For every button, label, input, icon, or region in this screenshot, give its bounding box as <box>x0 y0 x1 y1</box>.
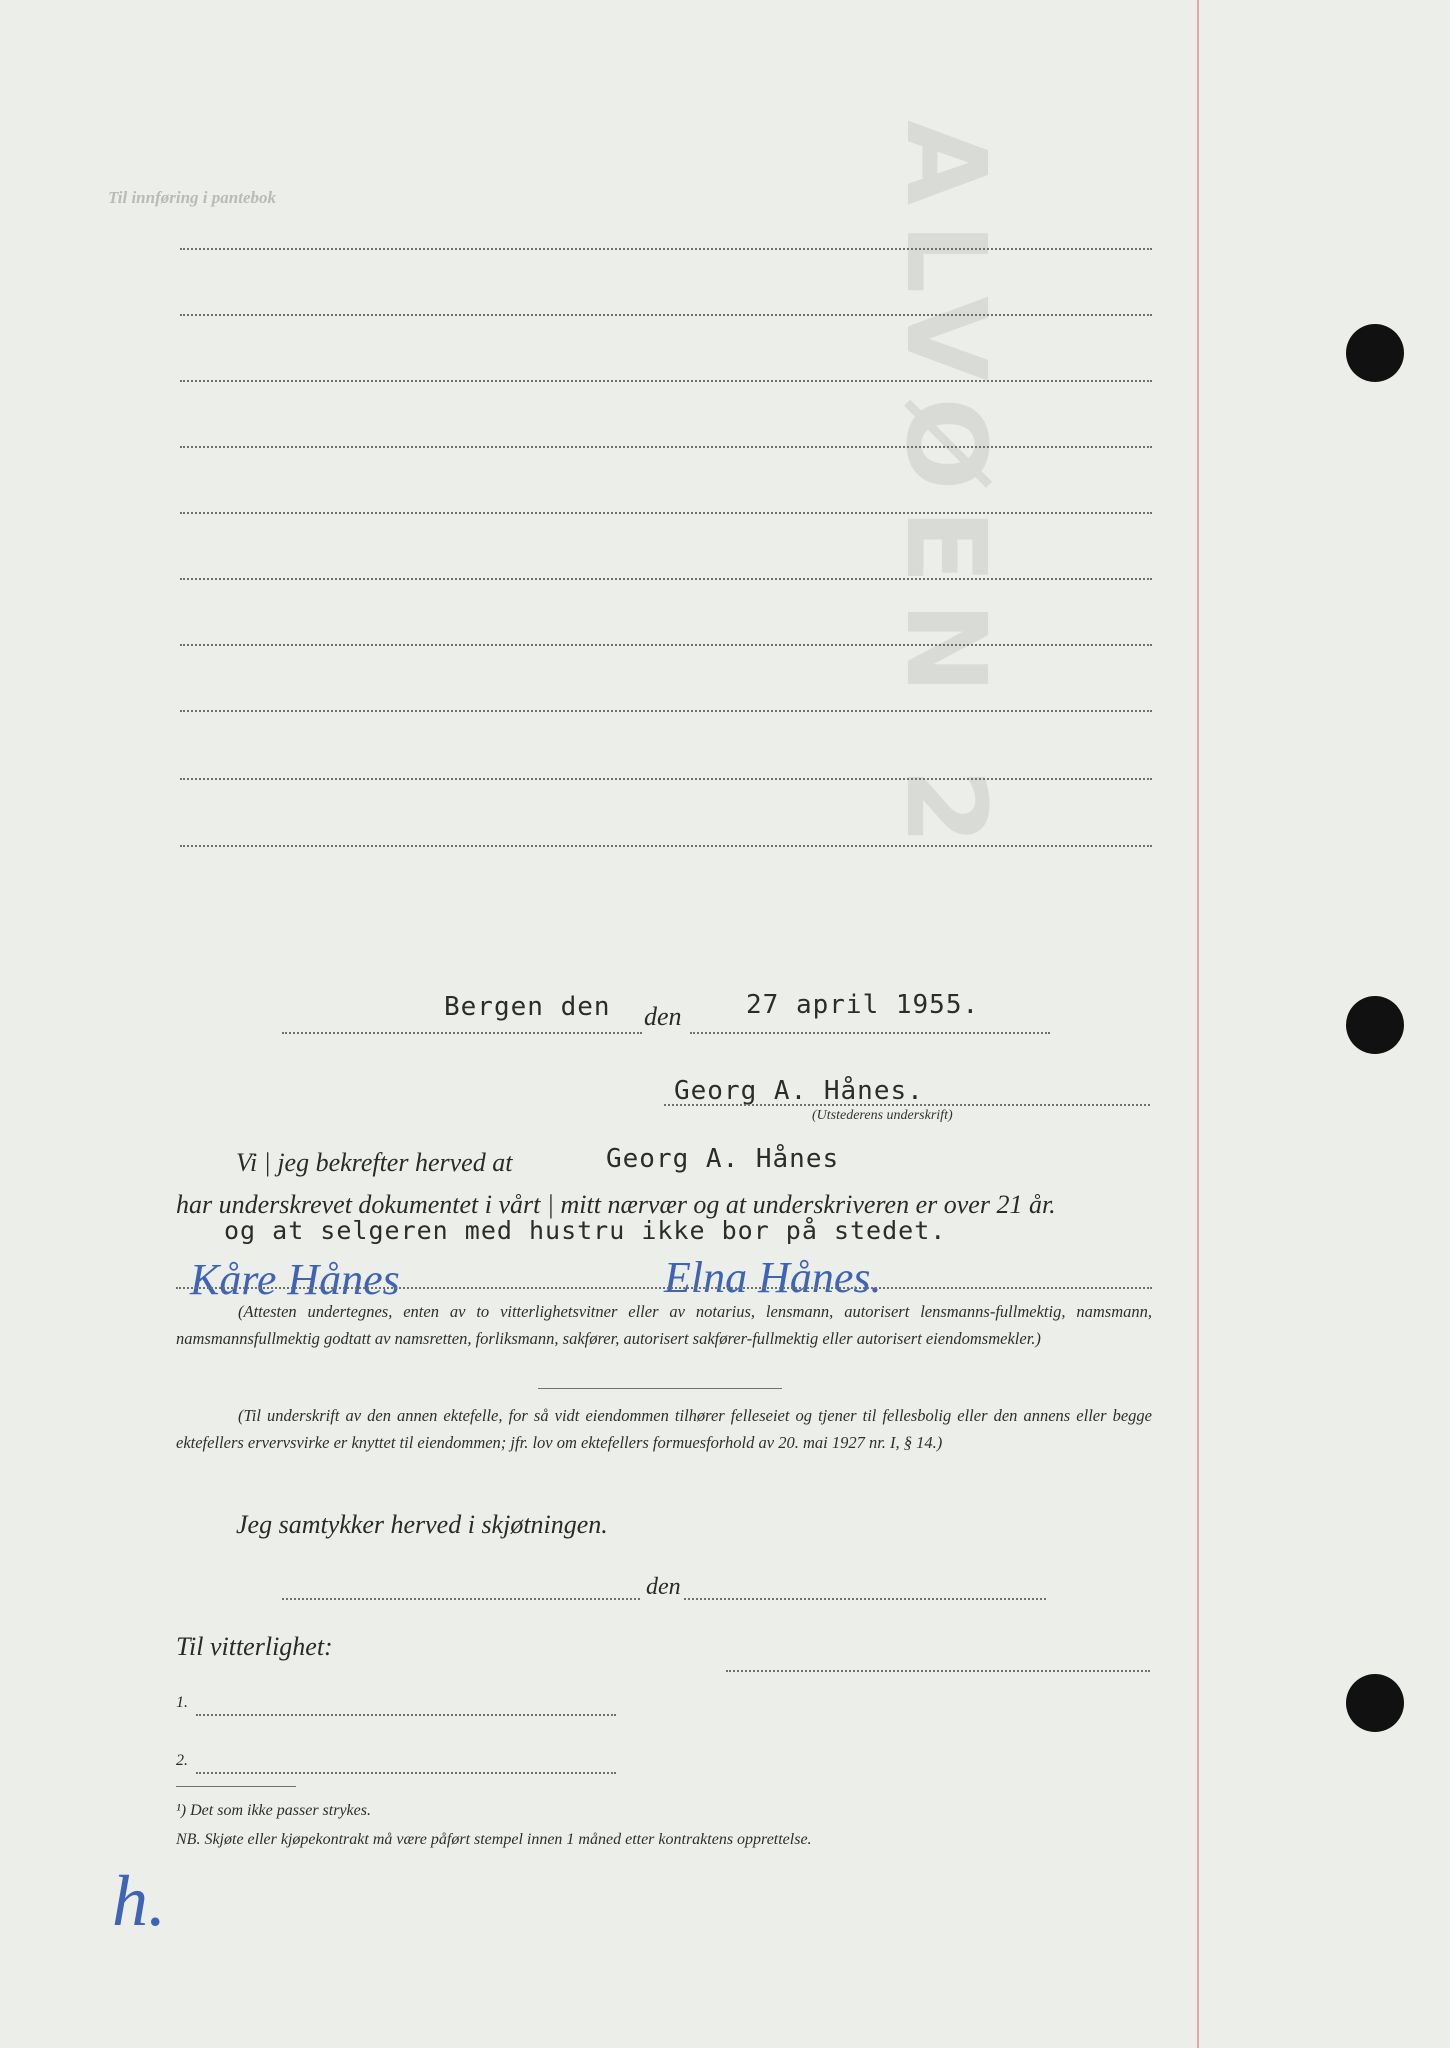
attestation-typed-addition: og at selgeren med hustru ikke bor på stedet. <box>224 1216 947 1245</box>
red-margin-rule <box>1197 0 1199 2048</box>
dotted-line-7 <box>180 644 1152 646</box>
date-dotted-line <box>690 1032 1050 1034</box>
dotted-line-10 <box>180 845 1152 847</box>
attest-note: (Attesten undertegnes, enten av to vitterlighetsvitner eller av notarius, lensmann, autorisert lensmanns-fullmektig, namsmann, namsmannsfullmektig godtatt av namsretten, forliksmann, sakfører, autorisert sakfører-fullmektig eller autorisert eiendomsmekler.) <box>176 1302 1152 1348</box>
dotted-line-3 <box>180 380 1152 382</box>
consent-date-dotted-line <box>684 1598 1046 1600</box>
witness-line2-dotted <box>196 1772 616 1774</box>
date-place: Bergen den <box>444 992 611 1022</box>
attestation-name: Georg A. Hånes <box>606 1144 840 1174</box>
witness-line1-number: 1. <box>176 1694 188 1711</box>
consent-place-dotted-line <box>282 1598 640 1600</box>
header-label: Til innføring i pantebok <box>108 188 276 207</box>
consent-text: Jeg samtykker herved i skjøtningen. <box>236 1510 608 1539</box>
footnote-separator <box>176 1786 296 1787</box>
consent-signature-dotted-line <box>726 1670 1150 1672</box>
witness2-signature: Elna Hånes. <box>664 1253 882 1302</box>
dotted-line-5 <box>180 512 1152 514</box>
dotted-line-8 <box>180 710 1152 712</box>
issuer-signature-line <box>664 1104 1150 1106</box>
witness-heading: Til vitterlighet: <box>176 1632 333 1661</box>
ghost-stamp-text: ALVØEN 2 <box>882 120 1010 863</box>
spouse-note: (Til underskrift av den annen ektefelle, for så vidt eiendommen tilhører felleseiet og tjener til fellesbolig eller den annens eller begge ektefellers ervervsvirke er knyttet til eiendommen; jfr. lov om ektefellers formuesforhold av 20. mai 1927 nr. I, § 14.) <box>176 1406 1152 1452</box>
note-separator <box>538 1388 782 1389</box>
dotted-line-1 <box>180 248 1152 250</box>
consent-den-label: den <box>646 1574 681 1600</box>
witness-line1-dotted <box>196 1714 616 1716</box>
punch-hole-top <box>1346 324 1404 382</box>
issuer-caption: (Utstederens underskrift) <box>812 1108 953 1123</box>
attestation-line2: har underskrevet dokumentet i vårt | mitt nærvær og at underskriveren er over 21 år. <box>176 1190 1056 1219</box>
dotted-line-2 <box>180 314 1152 316</box>
place-dotted-line <box>282 1032 642 1034</box>
dotted-line-9 <box>180 778 1152 780</box>
witness-line2-number: 2. <box>176 1752 188 1769</box>
witness-signature-dotted-line <box>176 1287 1152 1289</box>
handwritten-margin-mark: h. <box>112 1861 166 1941</box>
punch-hole-bottom <box>1346 1674 1404 1732</box>
footnote-1: ¹) Det som ikke passer strykes. <box>176 1802 371 1819</box>
date-den-label: den <box>644 1002 682 1031</box>
punch-hole-middle <box>1346 996 1404 1054</box>
attestation-lead: Vi | jeg bekrefter herved at <box>236 1148 513 1177</box>
footnote-nb: NB. Skjøte eller kjøpekontrakt må være påført stempel innen 1 måned etter kontraktens opprettelse. <box>176 1831 812 1848</box>
date-value: 27 april 1955. <box>746 990 980 1020</box>
issuer-signature: Georg A. Hånes. <box>674 1076 924 1106</box>
witness1-signature: Kåre Hånes <box>190 1255 400 1304</box>
dotted-line-4 <box>180 446 1152 448</box>
dotted-line-6 <box>180 578 1152 580</box>
